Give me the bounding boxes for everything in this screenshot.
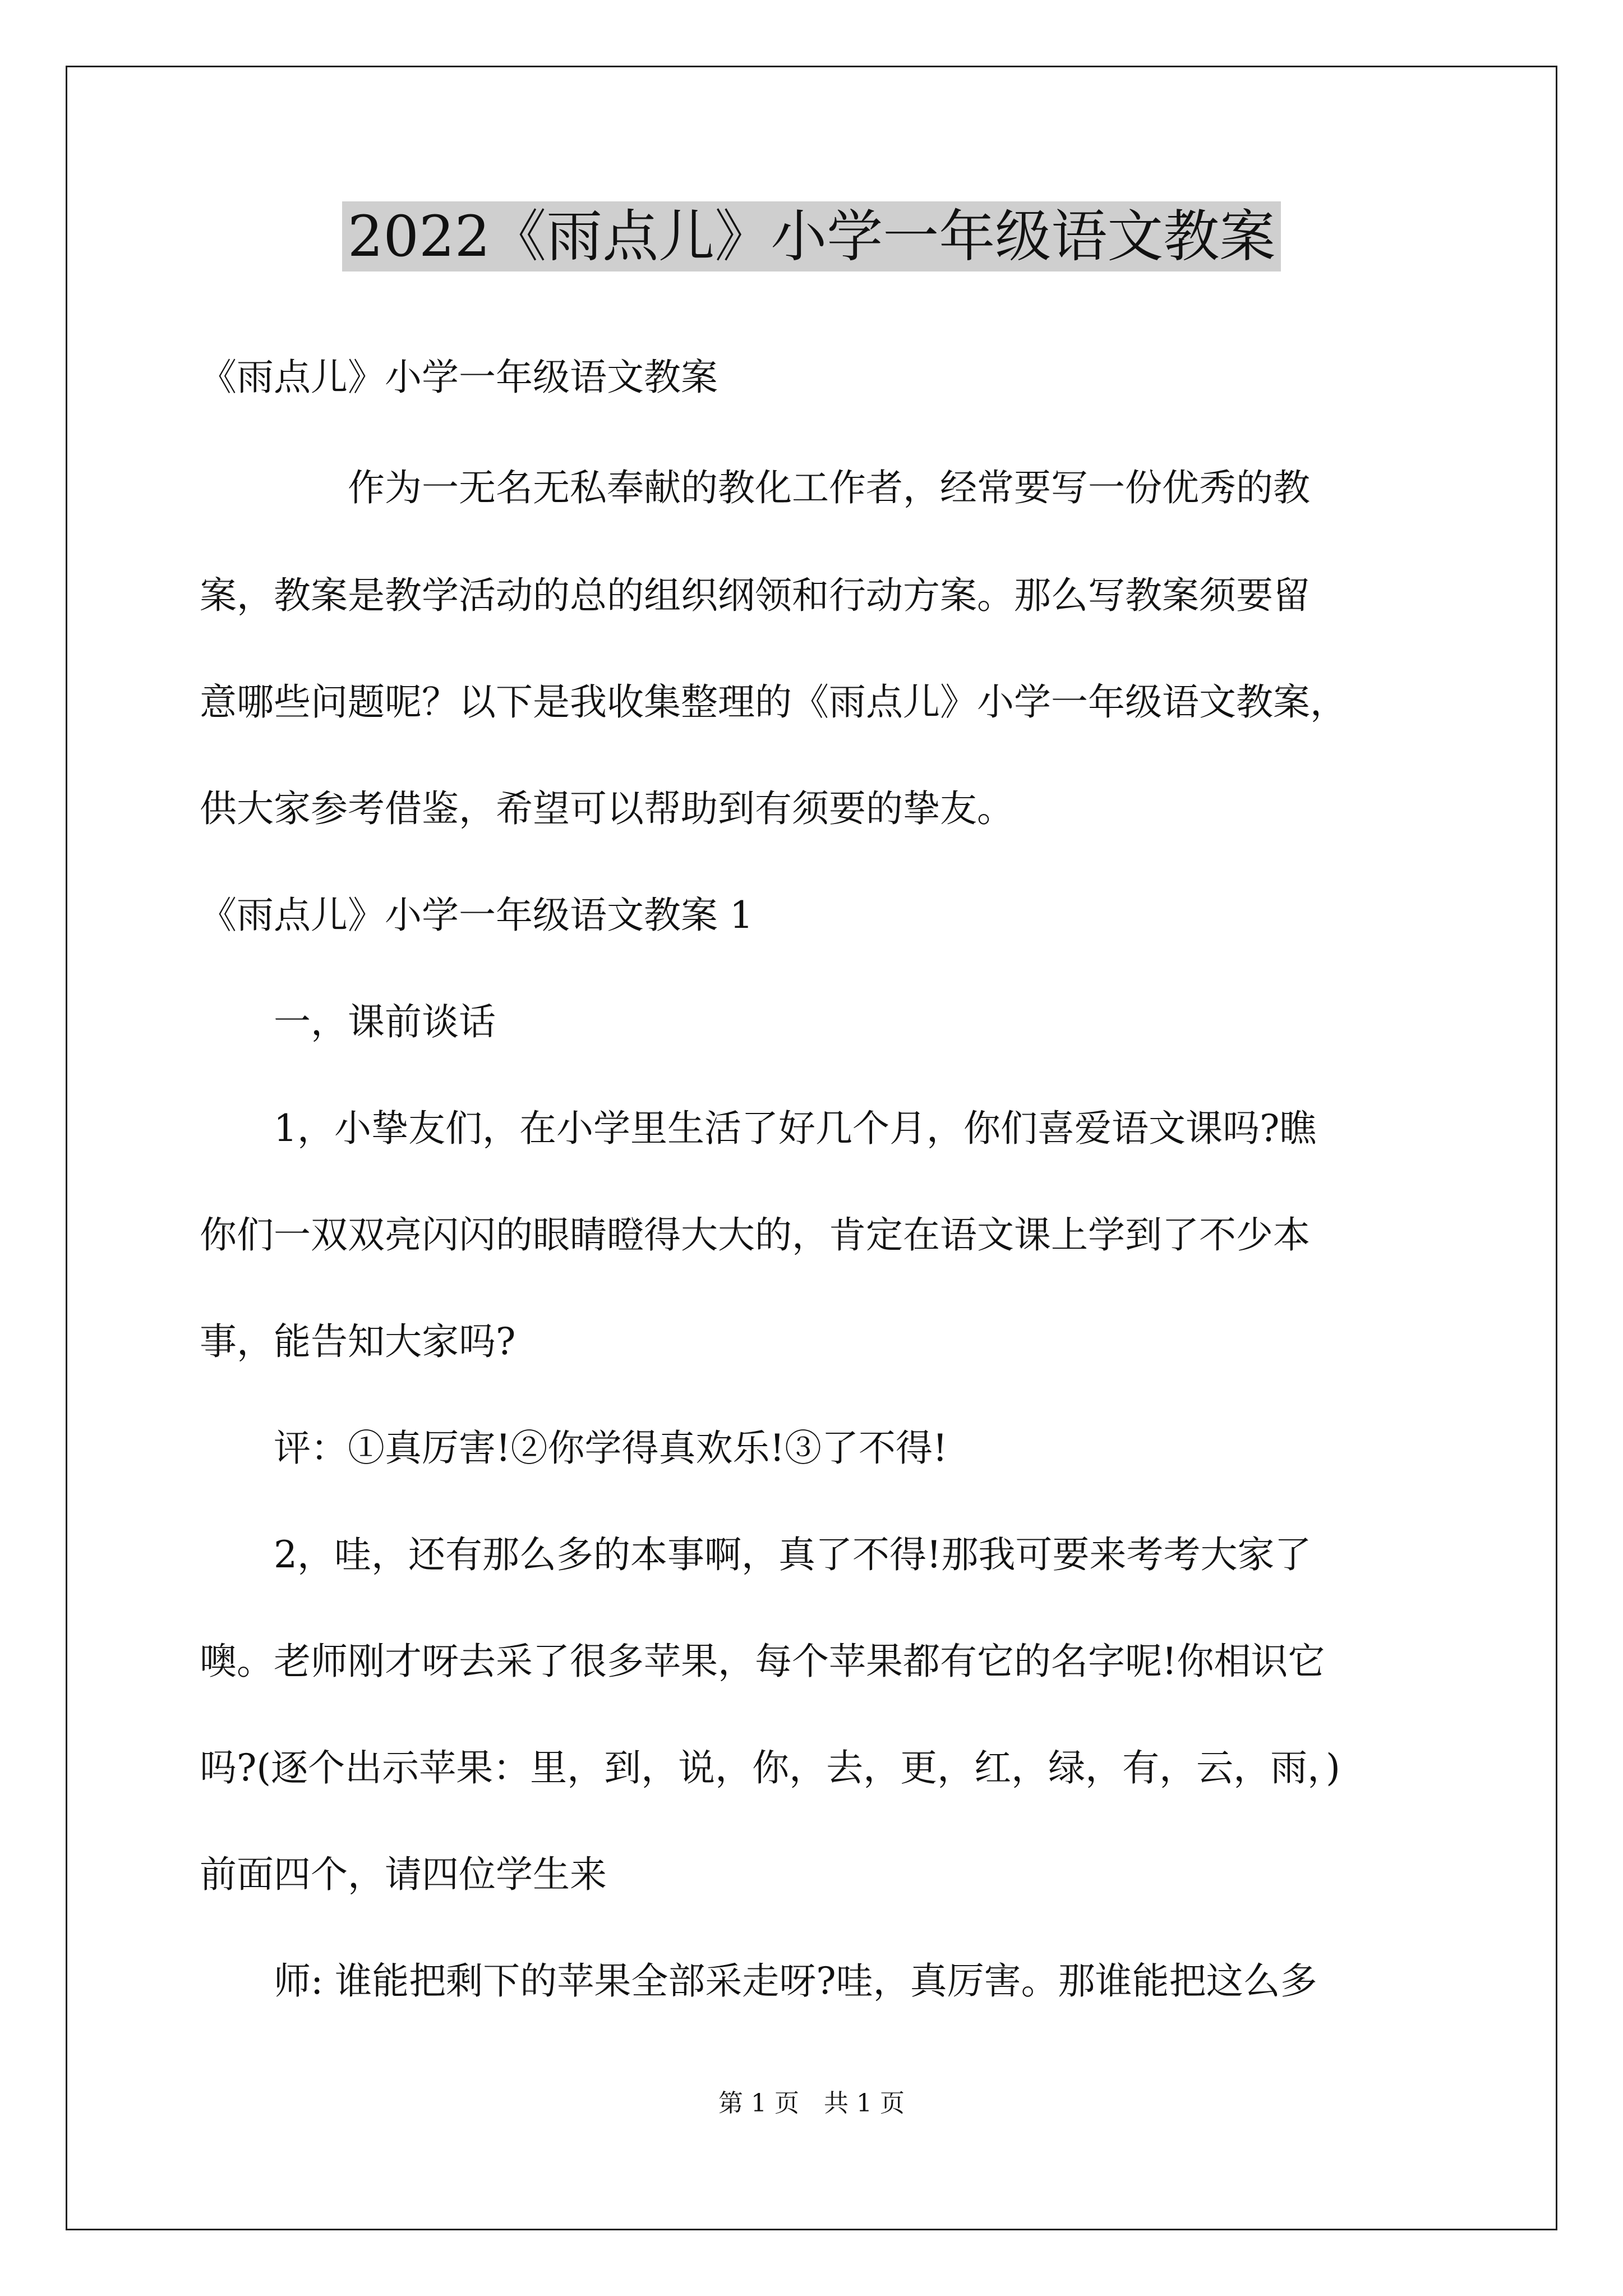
- body-line-5: 供大家参考借鉴，希望可以帮助到有须要的挚友。: [200, 787, 1014, 830]
- section-heading-1: 《雨点儿》小学一年级语文教案 1: [200, 894, 753, 937]
- body-line-6: 一，课前谈话: [200, 1000, 496, 1043]
- body-line-9: 事，能告知大家吗?: [200, 1320, 516, 1363]
- body-line-14: 前面四个，请四位学生来: [200, 1853, 607, 1896]
- page-footer: 第 1 页 共 1 页: [718, 2089, 905, 2118]
- body-line-7: 1，小挚友们，在小学里生活了好几个月，你们喜爱语文课吗?瞧: [200, 1107, 1317, 1150]
- document-title: [0, 197, 1623, 276]
- body-line-3: 案，教案是教学活动的总的组织纲领和行动方案。那么写教案须要留: [200, 574, 1310, 617]
- body-line-13: 吗?(逐个出示苹果：里，到，说，你，去，更，红，绿，有，云，雨，): [200, 1746, 1340, 1789]
- body-line-11: 2，哇，还有那么多的本事啊，真了不得!那我可要来考考大家了: [200, 1533, 1312, 1576]
- body-line-1: 《雨点儿》小学一年级语文教案: [200, 356, 718, 399]
- body-line-2: 作为一无名无私奉献的教化工作者，经常要写一份优秀的教: [200, 466, 1310, 509]
- body-line-4: 意哪些问题呢？以下是我收集整理的《雨点儿》小学一年级语文教案，: [200, 680, 1347, 724]
- body-line-12: 噢。老师刚才呀去采了很多苹果，每个苹果都有它的名字呢!你相识它: [200, 1640, 1325, 1683]
- body-line-15: 师: 谁能把剩下的苹果全部采走呀?哇，真厉害。那谁能把这么多: [200, 1959, 1317, 2003]
- document-title-text: 2022《雨点儿》小学一年级语文教案: [342, 201, 1281, 272]
- body-line-10: 评：①真厉害!②你学得真欢乐!③了不得!: [200, 1427, 948, 1470]
- body-line-8: 你们一双双亮闪闪的眼睛瞪得大大的，肯定在语文课上学到了不少本: [200, 1213, 1310, 1257]
